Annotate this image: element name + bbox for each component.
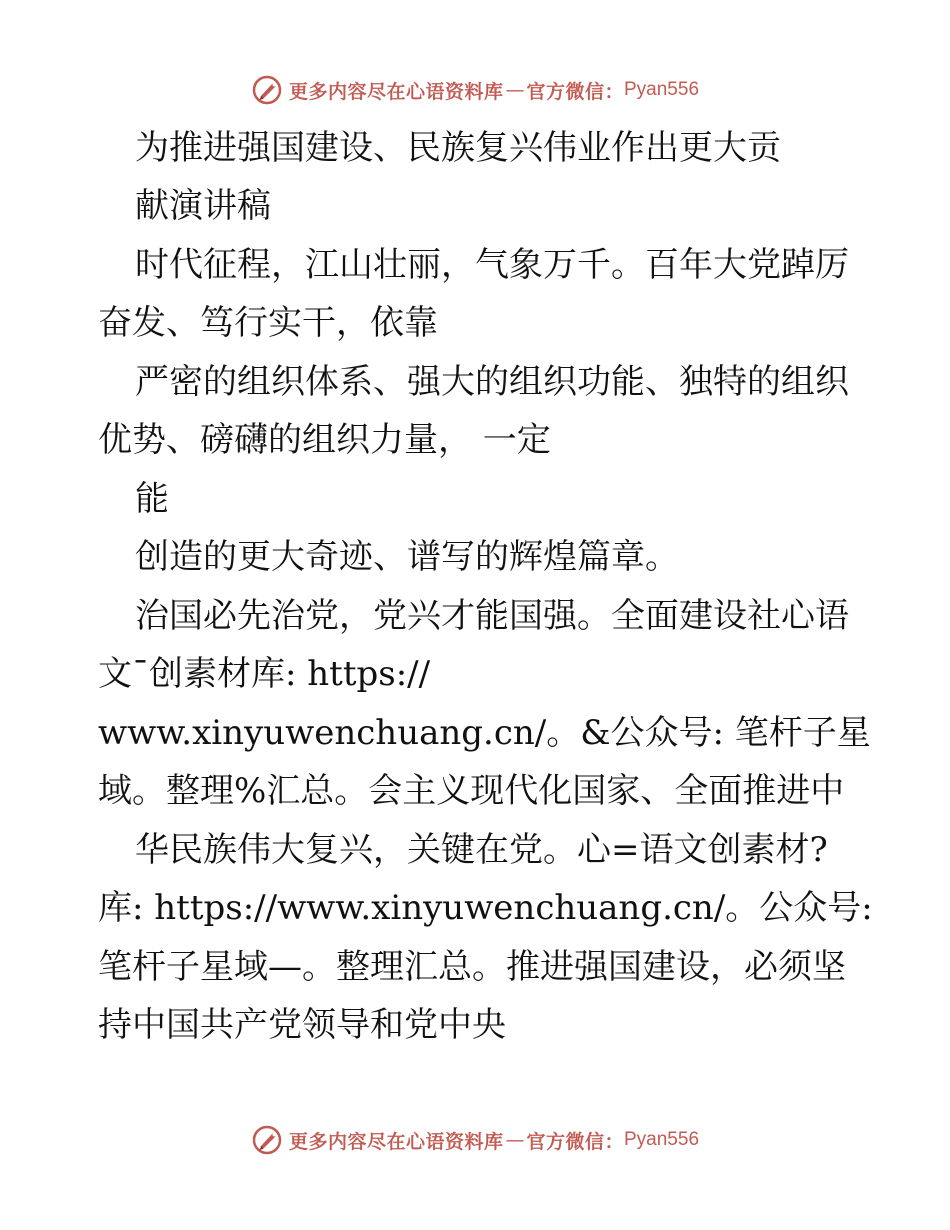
document-line: 为推进强国建设、民族复兴伟业作出更大贡 <box>135 128 781 168</box>
document-line: 严密的组织体系、强大的组织功能、独特的组织 <box>135 362 849 402</box>
document-line: 时代征程，江山壮丽，气象万千。百年大党踔厉 <box>135 245 849 285</box>
header-contact-text: 官方微信： <box>526 80 624 103</box>
document-line: 奋发、笃行实干，依靠 <box>98 303 438 343</box>
footer-site-text: 更多内容尽在心语资料库 <box>288 1130 504 1153</box>
document-line: www.xinyuwenchuang.cn/。&公众号: 笔杆子星 <box>98 713 871 753</box>
document-line: 优势、磅礴的组织力量， 一定 <box>98 420 551 460</box>
footer-banner <box>0 1120 950 1160</box>
header-dash: — <box>505 79 525 101</box>
document-line: 献演讲稿 <box>135 186 271 226</box>
document-line: 笔杆子星域—。整理汇总。推进强国建设，必须坚 <box>98 947 846 987</box>
header-site-text: 更多内容尽在心语资料库 <box>288 80 504 103</box>
document-line: 能 <box>135 479 169 519</box>
footer-contact-text: 官方微信： <box>526 1130 624 1153</box>
header-banner <box>0 70 950 110</box>
footer-contact-id: Pyan556 <box>624 1129 700 1150</box>
header-contact-id: Pyan556 <box>624 79 700 100</box>
pen-logo-icon <box>251 1124 283 1156</box>
document-line: 文¯创素材库: https:// <box>98 654 431 694</box>
document-line: 治国必先治党，党兴才能国强。全面建设社心语 <box>135 596 849 636</box>
pen-logo-icon <box>251 74 283 106</box>
footer-dash: — <box>505 1129 525 1151</box>
document-line: 华民族伟大复兴，关键在党。心=语文创素材? <box>135 830 828 870</box>
document-line: 持中国共产党领导和党中央 <box>98 1005 506 1045</box>
document-line: 域。整理%汇总。会主义现代化国家、全面推进中 <box>98 771 845 811</box>
document-line: 创造的更大奇迹、谱写的辉煌篇章。 <box>135 537 679 577</box>
document-line: 库: https://www.xinyuwenchuang.cn/。公众号: <box>98 888 873 928</box>
